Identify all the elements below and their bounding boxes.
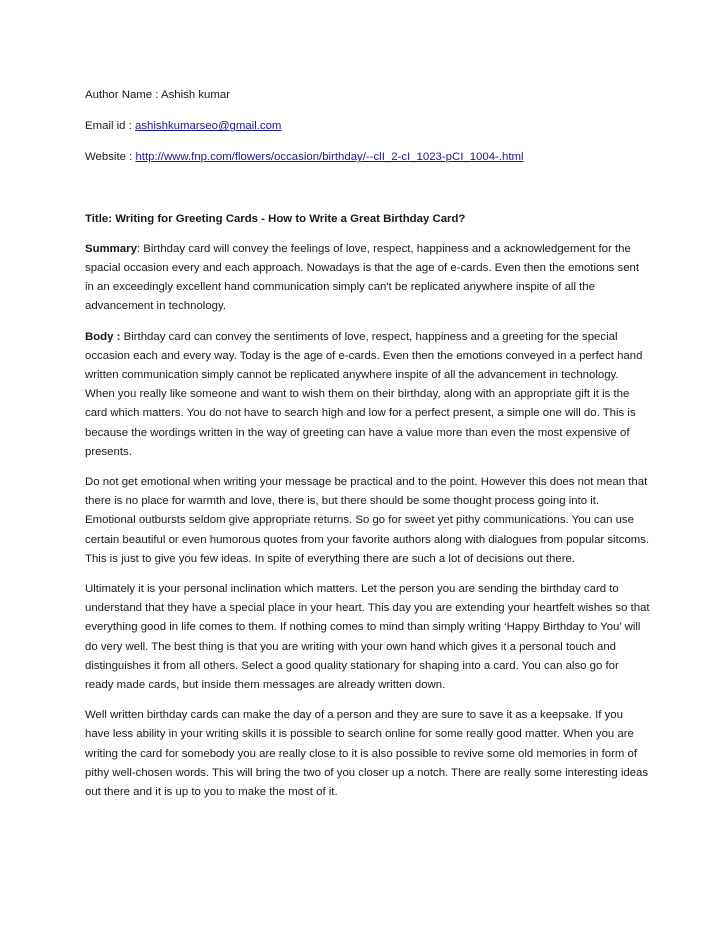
website-link[interactable]: http://www.fnp.com/flowers/occasion/birthday/--clI_2-cI_1023-pCI_1004-.html <box>135 151 524 164</box>
email-link[interactable]: ashishkumarseo@gmail.com <box>135 120 282 133</box>
article-title <box>85 210 650 229</box>
author-line <box>85 86 650 105</box>
title-label: Title: <box>85 212 113 225</box>
summary-text: : Birthday card will convey the feelings of love, respect, happiness and a acknowledgement for the spacial occasion every and each approach. Nowadays is that the age of e-cards. Even then the emotions sent in an exceedingly excellent hand communication simply can't be replicated anywhere inspite of all the advancement in technology. <box>85 242 640 313</box>
summary-paragraph <box>85 240 650 317</box>
title-text: Writing for Greeting Cards - How to Write a Great Birthday Card? <box>115 212 466 225</box>
author-name: Ashish kumar <box>161 89 231 101</box>
body-paragraph <box>85 328 650 462</box>
body-label: Body : <box>85 330 121 343</box>
paragraph-keepsake: Well written birthday cards can make the day of a person and they are sure to save it as a keepsake. If you have less ability in your writing skills it is possible to search online for some really good matter. When you are writing the card for somebody you are really close to it is also possible to revive some old memories in form of pithy well-chosen words. This will bring the two of you closer up a notch. There are really some interesting ideas out there and it is up to you to make the most of it. <box>85 709 649 799</box>
author-label: Author Name : <box>85 89 159 101</box>
website-line <box>85 148 650 167</box>
website-label: Website : <box>85 151 133 164</box>
document-page <box>85 86 650 813</box>
paragraph-personal-touch: Ultimately it is your personal inclination which matters. Let the person you are sending the birthday card to understand that they have a special place in your heart. This day you are extending your heartfelt wishes so that everything good in life comes to them. If nothing comes to mind than simply writing ‘Happy Birthday to You’ will do very well. The best thing is that you are writing with your own hand which gives it a personal touch and distinguishes it from all others. Select a good quality stationary for shaping into a card. You can also go for ready made cards, but inside them messages are already written down. <box>85 583 650 692</box>
email-label: Email id : <box>85 120 132 133</box>
paragraph-practical-advice: Do not get emotional when writing your message be practical and to the point. However this does not mean that there is no place for warmth and love, there is, but there should be some thought process going into it. Emotional outbursts seldom give appropriate returns. So go for sweet yet pithy communications. You can use certain beautiful or even humorous quotes from your favorite authors along with dialogues from popular sitcoms. This is just to give you few ideas. In spite of everything there are such a lot of decisions out there. <box>85 476 650 565</box>
email-line <box>85 117 650 136</box>
body-text: Birthday card can convey the sentiments of love, respect, happiness and a greeting for the special occasion each and every way. Today is the age of e-cards. Even then the emotions conveyed in a perfect hand written communication simply cannot be replicated anywhere inspite of all the advancement in technology. When you really like someone and want to wish them on their birthday, along with an appropriate gift it is the card which matters. You do not have to search high and low for a perfect present, a simple one will do. This is because the wordings written in the way of greeting can have a value more than even the most expensive of presents. <box>85 330 643 458</box>
summary-label: Summary <box>85 242 137 255</box>
